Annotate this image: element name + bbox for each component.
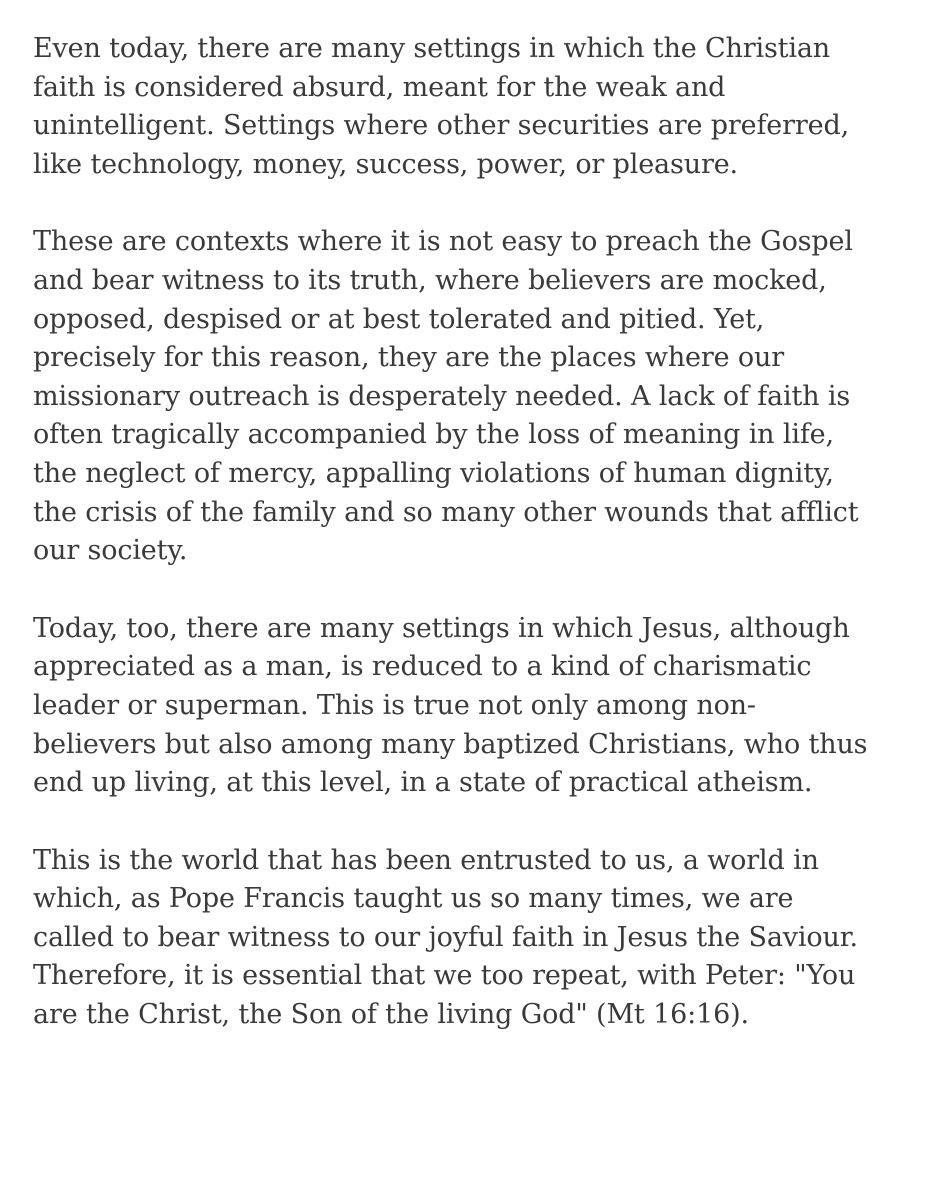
paragraph-2 (33, 223, 893, 570)
paragraph-4 (33, 842, 893, 1035)
text-line: often tragically accompanied by the loss of meaning in life, (33, 419, 834, 451)
text-line: Even today, there are many settings in which the Christian (33, 33, 831, 64)
text-line: opposed, despised or at best tolerated and pitied. Yet, (33, 303, 765, 335)
text-line: leader or superman. This is true not only among non- (33, 689, 756, 721)
text-line: This is the world that has been entrusted to us, a world in (33, 844, 819, 876)
text-line: unintelligent. Settings where other securities are preferred, (33, 110, 850, 142)
text-line: and bear witness to its truth, where believers are mocked, (33, 264, 827, 296)
text-line: These are contexts where it is not easy to preach the Gospel (33, 226, 853, 258)
paragraph-3 (33, 610, 893, 803)
text-line: like technology, money, success, power, or pleasure. (33, 148, 738, 180)
text-line: are the Christ, the Son of the living God" (Mt 16:16). (33, 999, 749, 1031)
text-line: faith is considered absurd, meant for the weak and (33, 71, 726, 103)
text-line: end up living, at this level, in a state of practical atheism. (33, 767, 813, 799)
text-line: missionary outreach is desperately needed. A lack of faith is (33, 380, 851, 412)
text-line: the crisis of the family and so many other wounds that afflict (33, 496, 859, 528)
text-line: our society. (33, 535, 188, 567)
text-line: precisely for this reason, they are the places where our (33, 342, 785, 374)
text-line: believers but also among many baptized Christians, who thus (33, 728, 868, 760)
text-line: Therefore, it is essential that we too repeat, with Peter: "You (33, 960, 856, 992)
text-line: the neglect of mercy, appalling violations of human dignity, (33, 457, 834, 489)
text-line: which, as Pope Francis taught us so many times, we are (33, 883, 794, 915)
text-line: appreciated as a man, is reduced to a kind of charismatic (33, 651, 812, 683)
text-line: called to bear witness to our joyful faith in Jesus the Saviour. (33, 921, 858, 953)
text-line: Today, too, there are many settings in which Jesus, although (33, 612, 850, 644)
paragraph-1 (33, 30, 893, 184)
